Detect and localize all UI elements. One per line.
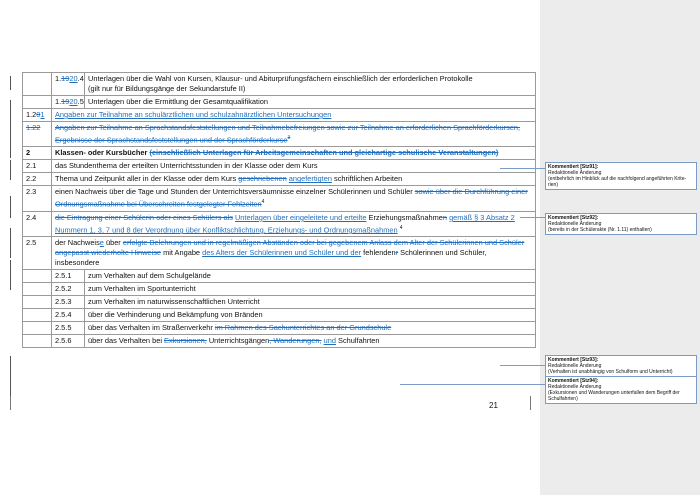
margin-mark bbox=[530, 396, 531, 410]
row-number: 2.5.4 bbox=[52, 309, 85, 322]
row-text: zum Verhalten auf dem Schulgelände bbox=[85, 270, 536, 283]
change-bar bbox=[10, 356, 11, 396]
row-text: Unterlagen über die Ermittlung der Gesamtqualifikation bbox=[85, 96, 536, 109]
row-number: 2.5.5 bbox=[52, 322, 85, 335]
change-bar bbox=[10, 260, 11, 290]
row-text: Angaben zur Teilnahme an schulärztlichen und schulzahnärztlichen Untersuchungen bbox=[52, 109, 536, 122]
row-number: 2.3 bbox=[23, 186, 52, 211]
page-number: 21 bbox=[489, 401, 498, 410]
table-row bbox=[23, 109, 536, 122]
change-bar bbox=[10, 160, 11, 180]
table-row bbox=[23, 322, 536, 335]
row-number: 2.5.1 bbox=[52, 270, 85, 283]
comment-balloon[interactable]: Kommentiert [Stz94]: Redaktionelle Änderung (Exkursionen und Wanderungen unterfallen dem Begriff der Schulfahrten) bbox=[545, 376, 697, 404]
row-number: 2.5.3 bbox=[52, 296, 85, 309]
table-row bbox=[23, 122, 536, 147]
comment-balloon[interactable]: Kommentiert [Stz91]: Redaktionelle Änderung (entbehrlich im Hinblick auf die nachfolgend angeführten Krite- rien) bbox=[545, 162, 697, 190]
table-row bbox=[23, 96, 536, 109]
row-number: 2 bbox=[23, 147, 52, 160]
row-text: Thema und Zeitpunkt aller in der Klasse oder dem Kurs geschriebenen angefertigten schriftlichen Arbeiten bbox=[52, 173, 536, 186]
table-row bbox=[23, 186, 536, 211]
table-row bbox=[23, 270, 536, 283]
table-row bbox=[23, 160, 536, 173]
change-bar bbox=[10, 100, 11, 158]
comment-leader bbox=[400, 384, 545, 385]
comment-leader bbox=[500, 365, 545, 366]
row-number: 2.4 bbox=[23, 211, 52, 236]
change-bar bbox=[10, 196, 11, 218]
comment-leader bbox=[520, 217, 545, 218]
row-text: über die Verhinderung und Bekämpfung von Bränden bbox=[85, 309, 536, 322]
row-text: zum Verhalten im naturwissenschaftlichen Unterricht bbox=[85, 296, 536, 309]
row-text: über das Verhalten bei Exkursionen, Unterrichtsgängen, Wanderungen, und Schulfahrten bbox=[85, 335, 536, 348]
row-number: 2.2 bbox=[23, 173, 52, 186]
row-text: das Stundenthema der erteilten Unterrichtsstunden in der Klasse oder dem Kurs bbox=[52, 160, 536, 173]
row-number: 2.5.6 bbox=[52, 335, 85, 348]
table-row bbox=[23, 237, 536, 270]
row-number: 1.201 bbox=[23, 109, 52, 122]
table-row bbox=[23, 147, 536, 160]
document-table bbox=[22, 72, 536, 348]
row-text: zum Verhalten im Sportunterricht bbox=[85, 283, 536, 296]
row-number: 2.5 bbox=[23, 237, 52, 270]
row-number: 1.1920.5 bbox=[52, 96, 85, 109]
table-row bbox=[23, 173, 536, 186]
row-text: die Eintragung einer Schülerin oder eines Schülers als Unterlagen über eingeleitete und erteilte Erziehungsmaßnahmen gemäß § 3 Absatz 2 Nummern 1, 3, 7 und 8 der Verordnung über Konfliktschlichtung, Erziehungs- und Ordnungsmaßnahmen $^4$ bbox=[52, 211, 536, 236]
row-text: Angaben zur Teilnahme an Sprachstandsfeststellungen und Teilnahmebefreiungen sowie zur Teilnahme an erforderlichen Sprachförderkursen, Ergebnisse der Sprachstandsfeststellungen und der Sprachförderkurse$^3$ bbox=[52, 122, 536, 147]
row-number: 2.5.2 bbox=[52, 283, 85, 296]
comment-balloon[interactable]: Kommentiert [Stz93]: Redaktionelle Änderung (Verhalten ist unabhängig von Schulform und Unterricht) bbox=[545, 355, 697, 377]
comment-leader bbox=[500, 168, 545, 169]
comment-margin bbox=[540, 0, 700, 495]
row-text: Unterlagen über die Wahl von Kursen, Klausur- und Abiturprüfungsfächern einschließlich der erforderlichen Protokolle (gilt nur für Bildungsgänge der Sekundarstufe II) bbox=[85, 73, 536, 96]
table-row bbox=[23, 211, 536, 236]
comment-balloon[interactable]: Kommentiert [Stz92]: Redaktionelle Änderung (bereits in der Schülerakte (Nr. 1.11) enthalten) bbox=[545, 213, 697, 235]
change-bar bbox=[10, 228, 11, 258]
table-row bbox=[23, 309, 536, 322]
margin-mark bbox=[10, 396, 11, 410]
table-row bbox=[23, 335, 536, 348]
row-text: über das Verhalten im Straßenverkehr im Rahmen des Sachunterrichtes an der Grundschule bbox=[85, 322, 536, 335]
row-text: einen Nachweis über die Tage und Stunden der Unterrichtsversäumnisse einzelner Schülerinnen und Schüler sowie über die Durchführung einer Ordnungsmaßnahme bei Überschreiten festgelegter Fehlzeiten$^4$ bbox=[52, 186, 536, 211]
row-text: der Nachweise über erfolgte Belehrungen und in regelmäßigen Abständen oder bei gegebenem Anlass dem Alter der Schülerinnen und Schüler angepasst wiederholte Hinweise mit Angabe des Alters der Schülerinnen und Schüler und der fehlendenr Schülerinnen und Schüler, insbesondere bbox=[52, 237, 536, 270]
row-text: Klassen- oder Kursbücher (einschließlich Unterlagen für Arbeitsgemeinschaften und gleichartige schulische Veranstaltungen) bbox=[52, 147, 536, 160]
table-row bbox=[23, 73, 536, 96]
table-row bbox=[23, 296, 536, 309]
row-number: 2.1 bbox=[23, 160, 52, 173]
row-number: 1.1920.4 bbox=[52, 73, 85, 96]
row-number: 1.22 bbox=[23, 122, 52, 147]
table-row bbox=[23, 283, 536, 296]
change-bar bbox=[10, 76, 11, 90]
